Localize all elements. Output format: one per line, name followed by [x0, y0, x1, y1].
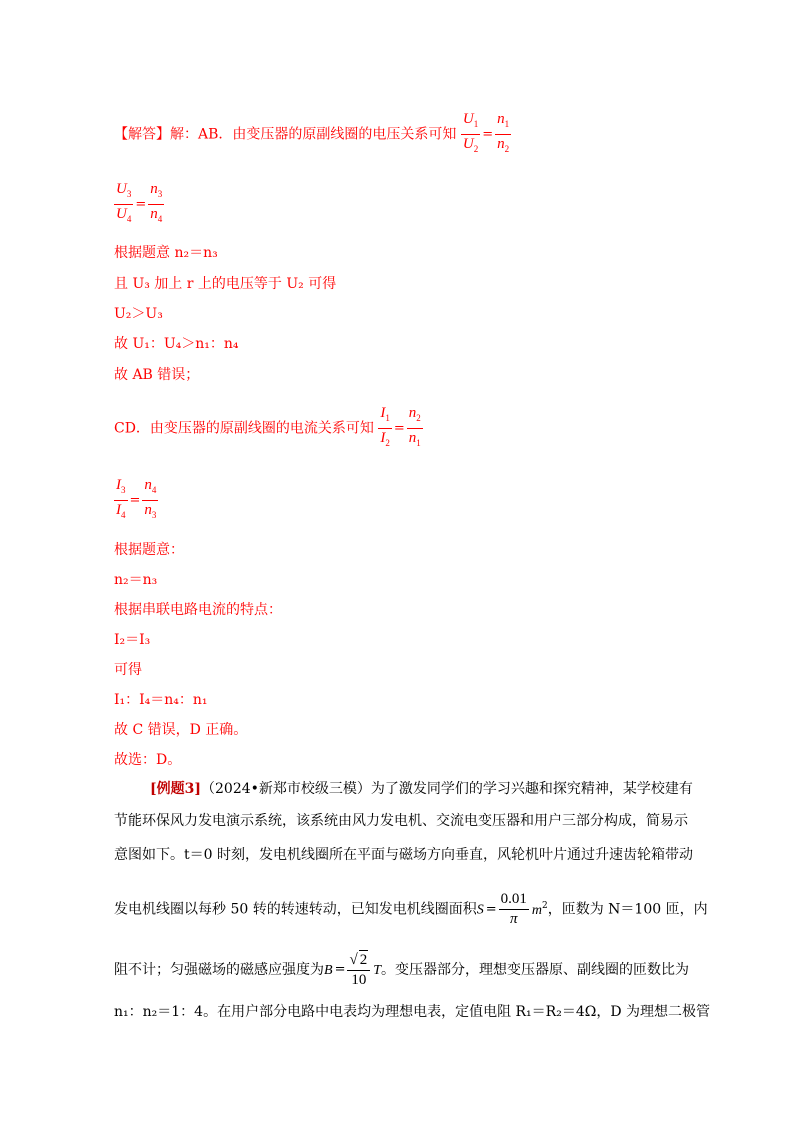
unit-m: m — [531, 902, 542, 918]
solution-label: 【解答】 — [114, 126, 170, 143]
solution-cd-line: CD．由变压器的原副线圈的电流关系可知 $\frac{I_1}{I_2}$ = $\frac{n_2}{n_1}$ — [114, 404, 423, 453]
solution-line-f: 根据题意： — [114, 542, 184, 558]
formula-u3-u4: $\frac{U_3}{U_4}$ = $\frac{n_3}{n_4}$ — [114, 180, 164, 229]
fraction-i1-i2: $\frac{I_1}{I_2}$ — [380, 405, 390, 448]
solution-line-d: 故 U₁：U₄＞n₁：n₄ — [114, 336, 239, 352]
solution-line-e: 故 AB 错误； — [114, 367, 200, 383]
fraction-n3-n4: $\frac{n_3}{n_4}$ — [150, 181, 163, 224]
fraction-n2-n1: $\frac{n_2}{n_1}$ — [408, 405, 421, 448]
solution-line-1 — [114, 110, 511, 159]
example-p4-before: 发电机线圈以每秒 50 转的转速转动，已知发电机线圈面积 — [114, 901, 477, 918]
formula-i3-i4: $\frac{I_3}{I_4}$ = $\frac{n_4}{n_3}$ — [114, 476, 158, 525]
equals-sign: = — [482, 126, 494, 142]
fraction-i3-i4: $\frac{I_3}{I_4}$ — [116, 477, 126, 520]
fraction-field: $\frac{√ 2}{10}$ — [347, 950, 370, 990]
var-b: B — [324, 963, 333, 978]
example-line-2: 节能环保风力发电演示系统，该系统由风力发电机、交流电变压器和用户三部分构成，简易示 — [114, 813, 688, 829]
fraction-u3-u4: $\frac{U_3}{U_4}$ — [116, 181, 132, 224]
solution-ab-text: 解：AB．由变压器的原副线圈的电压关系可知 — [170, 126, 457, 143]
example-line-6: n₁：n₂＝1：4。在用户部分电路中电表均为理想电表，定值电阻 R₁＝R₂＝4Ω，D 为理想二极管 — [114, 1004, 711, 1020]
solution-line-g: n₂＝n₃ — [114, 572, 158, 588]
example-line-5: 阻不计；匀强磁场的磁感应强度为B = $\frac{√ 2}{10}$ T。变压器部分，理想变压器原、副线圈的匝数比为 — [114, 952, 689, 988]
example-label: [例题3] — [150, 781, 201, 797]
example-p4-after: ，匝数为 N＝100 匝，内 — [547, 901, 708, 918]
var-s: S — [476, 902, 484, 918]
example-line-3: 意图如下。t＝0 时刻，发电机线圈所在平面与磁场方向垂直，风轮机叶片通过升速齿轮箱带动 — [114, 847, 693, 863]
solution-line-j: 可得 — [114, 662, 142, 678]
fraction-area: $\frac{0.01}{\pi}$ — [500, 891, 527, 927]
solution-line-i: I₂＝I₃ — [114, 632, 151, 648]
solution-line-a: 根据题意 n₂＝n₃ — [114, 245, 218, 261]
solution-line-b: 且 U₃ 加上 r 上的电压等于 U₂ 可得 — [114, 276, 337, 292]
fraction-n1-n2: $\frac{n_1}{n_2}$ — [497, 111, 510, 154]
example-p5-before: 阻不计；匀强磁场的磁感应强度为 — [114, 962, 324, 978]
fraction-n4-n3: $\frac{n_4}{n_3}$ — [144, 477, 157, 520]
solution-line-h: 根据串联电路电流的特点： — [114, 602, 282, 618]
solution-line-c: U₂＞U₃ — [114, 306, 163, 322]
fraction-u1-u2: $\frac{U_1}{U_2}$ — [462, 111, 479, 154]
solution-cd-text: CD．由变压器的原副线圈的电流关系可知 — [114, 420, 374, 437]
example-line-1 — [150, 779, 693, 799]
unit-t: T — [373, 963, 381, 978]
example-line-4: 发电机线圈以每秒 50 转的转速转动，已知发电机线圈面积S = $\frac{0.01}{\pi}$ $m^2$，匝数为 N＝100 匝，内 — [114, 891, 708, 927]
example-p5-after: 。变压器部分，理想变压器原、副线圈的匝数比为 — [381, 962, 689, 978]
solution-line-k: I₁：I₄＝n₄：n₁ — [114, 692, 208, 708]
solution-line-l: 故 C 错误，D 正确。 — [114, 722, 248, 738]
solution-line-m: 故选：D。 — [114, 752, 182, 768]
example-p1: （2024•新郑市校级三模）为了激发同学们的学习兴趣和探究精神，某学校建有 — [201, 781, 693, 797]
